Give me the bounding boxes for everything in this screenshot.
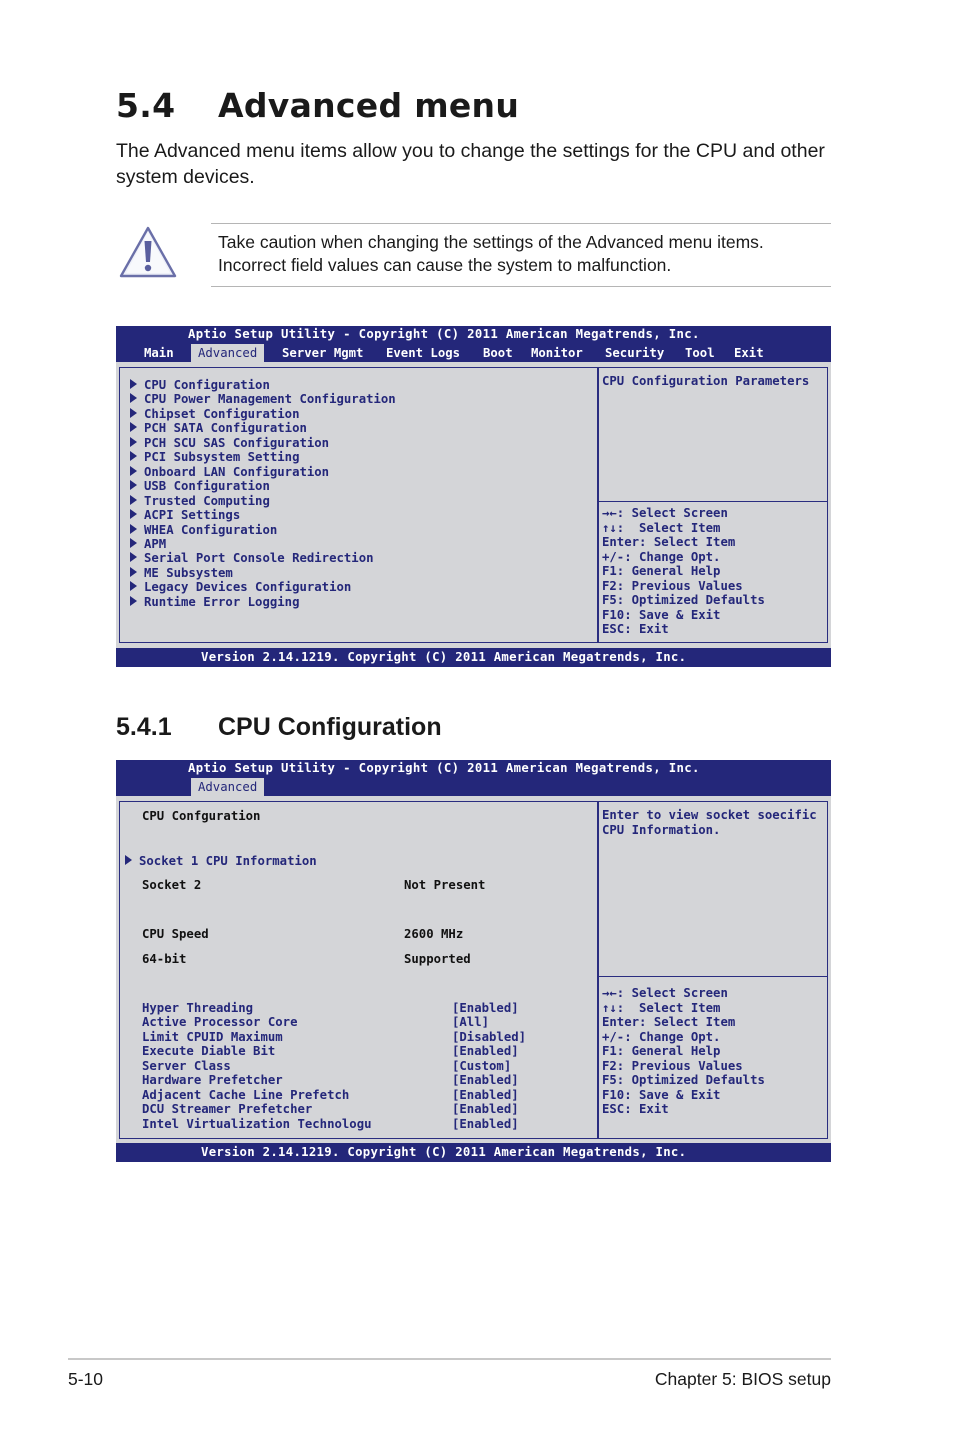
setting-label[interactable]: Limit CPUID Maximum <box>142 1029 283 1044</box>
key-hint: →←: Select Screen <box>602 986 728 1000</box>
menu-item-label: Serial Port Console Redirection <box>144 551 374 566</box>
bios-title: Aptio Setup Utility - Copyright (C) 2011 American Megatrends, Inc. <box>188 761 700 775</box>
help-text: CPU Configuration Parameters <box>602 374 810 388</box>
menu-item-label: CPU Configuration <box>144 378 270 392</box>
info-label: 64-bit <box>142 952 187 966</box>
menu-item-label: ACPI Settings <box>144 508 241 523</box>
bios-menu-bar <box>116 778 831 796</box>
menu-item[interactable] <box>130 392 396 406</box>
menu-item-label: WHEA Configuration <box>144 522 278 537</box>
section-number: 5.4 <box>116 86 176 125</box>
key-hint: →←: Select Screen <box>602 506 728 520</box>
menu-tab-monitor[interactable]: Monitor <box>531 346 583 360</box>
section-intro: The Advanced menu items allow you to change the settings for the CPU and other system devices. <box>116 140 825 188</box>
bios-title-bar <box>116 760 831 796</box>
setting-label[interactable]: Server Class <box>142 1058 231 1073</box>
submenu-arrow-icon <box>130 408 137 418</box>
menu-item[interactable] <box>130 450 299 464</box>
menu-item-label: ME Subsystem <box>144 565 233 580</box>
setting-label[interactable]: Hardware Prefetcher <box>142 1073 283 1088</box>
subsection-heading <box>116 713 442 742</box>
key-hint: +/-: Change Opt. <box>602 549 721 564</box>
tab-advanced[interactable]: Advanced <box>191 778 264 796</box>
setting-value[interactable]: [Enabled] <box>452 1087 519 1102</box>
bios-title-bar <box>116 326 831 362</box>
menu-item[interactable] <box>130 421 307 435</box>
key-hint: F10: Save & Exit <box>602 607 721 622</box>
caution-text: Take caution when changing the settings of the Advanced menu items. Incorrect field values can cause the system to malfunction. <box>218 232 764 275</box>
info-label: Socket 2 <box>142 878 202 892</box>
bios-footer-bar <box>116 648 831 667</box>
section-title: Advanced menu <box>218 86 520 125</box>
key-hint: ↑↓: Select Item <box>602 520 721 535</box>
key-hint: F5: Optimized Defaults <box>602 593 765 607</box>
subsection-title: CPU Configuration <box>218 713 442 741</box>
bios-title: Aptio Setup Utility - Copyright (C) 2011 American Megatrends, Inc. <box>188 327 700 341</box>
subsection-number: 5.4.1 <box>116 713 172 741</box>
info-value: Supported <box>404 952 471 966</box>
bios-version: Version 2.14.1219. Copyright (C) 2011 American Megatrends, Inc. <box>201 650 687 664</box>
menu-tab-advanced[interactable]: Advanced <box>191 344 264 362</box>
submenu-arrow-icon <box>130 509 137 519</box>
menu-item-label: USB Configuration <box>144 479 270 494</box>
key-hint: F2: Previous Values <box>602 578 743 593</box>
help-panel <box>597 801 828 1139</box>
bios-footer-bar <box>116 1143 831 1162</box>
setting-value[interactable]: [All] <box>452 1015 490 1030</box>
submenu-arrow-icon <box>130 379 137 389</box>
submenu-arrow-icon <box>130 422 137 432</box>
menu-item[interactable] <box>130 378 270 392</box>
setting-label[interactable]: Execute Diable Bit <box>142 1044 276 1059</box>
submenu-arrow-icon <box>130 581 137 591</box>
key-hint: ↑↓: Select Item <box>602 1000 721 1015</box>
key-hint: ESC: Exit <box>602 1102 669 1116</box>
help-divider <box>598 501 827 502</box>
help-text: Enter to view socket soecific CPU Information. <box>602 808 825 837</box>
info-value: Not Present <box>404 878 486 892</box>
key-hint: ESC: Exit <box>602 622 669 636</box>
menu-item-label: Onboard LAN Configuration <box>144 464 330 479</box>
setting-value[interactable]: [Enabled] <box>452 1044 519 1059</box>
warning-triangle-icon <box>118 224 178 280</box>
menu-item[interactable] <box>130 436 329 450</box>
setting-value[interactable]: [Custom] <box>452 1058 512 1073</box>
footer-rule <box>68 1358 831 1360</box>
menu-item[interactable] <box>130 566 233 580</box>
setting-label[interactable]: Intel Virtualization Technologu <box>142 1116 372 1131</box>
info-label: CPU Speed <box>142 927 209 941</box>
submenu-arrow-icon <box>130 524 137 534</box>
menu-tab-server-mgmt[interactable]: Server Mgmt <box>282 346 364 360</box>
setting-value[interactable]: [Enabled] <box>452 1073 519 1088</box>
submenu-arrow-icon <box>125 855 132 865</box>
bios-version: Version 2.14.1219. Copyright (C) 2011 American Megatrends, Inc. <box>201 1145 687 1159</box>
menu-item-label: APM <box>144 536 167 551</box>
menu-item[interactable] <box>130 523 277 537</box>
menu-item-label: CPU Power Management Configuration <box>144 392 396 407</box>
info-value: 2600 MHz <box>404 927 464 941</box>
submenu-arrow-icon <box>130 466 137 476</box>
setting-value[interactable]: [Enabled] <box>452 1102 519 1117</box>
bios-cpu-config-screen <box>116 760 831 1162</box>
menu-item-label: Trusted Computing <box>144 493 270 508</box>
menu-item[interactable] <box>130 580 351 594</box>
menu-item[interactable] <box>130 595 299 609</box>
menu-item-panel <box>119 367 599 643</box>
help-panel <box>597 367 828 643</box>
menu-item[interactable] <box>130 537 166 551</box>
menu-tab-security[interactable]: Security <box>605 346 665 360</box>
cpu-config-heading: CPU Confguration <box>142 809 261 823</box>
menu-item-label: Runtime Error Logging <box>144 594 300 609</box>
key-hint: F5: Optimized Defaults <box>602 1073 765 1087</box>
submenu-arrow-icon <box>130 596 137 606</box>
submenu-arrow-icon <box>130 393 137 403</box>
submenu-arrow-icon <box>130 495 137 505</box>
menu-tab-boot[interactable]: Boot <box>483 346 513 360</box>
setting-label[interactable]: DCU Streamer Prefetcher <box>142 1102 313 1117</box>
menu-item[interactable] <box>130 494 270 508</box>
submenu-arrow-icon <box>130 538 137 548</box>
setting-label[interactable]: Hyper Threading <box>142 1001 254 1015</box>
submenu-arrow-icon <box>130 567 137 577</box>
submenu-arrow-icon <box>130 552 137 562</box>
menu-item-label: PCH SCU SAS Configuration <box>144 435 330 450</box>
menu-tab-event-logs[interactable]: Event Logs <box>386 346 461 360</box>
key-hint: F2: Previous Values <box>602 1058 743 1073</box>
setting-value[interactable]: [Enabled] <box>452 1001 519 1015</box>
menu-item[interactable] <box>130 551 374 565</box>
menu-item[interactable] <box>130 508 240 522</box>
bios-advanced-screen <box>116 326 831 667</box>
bios-menu-bar <box>116 344 831 362</box>
key-legend <box>602 506 765 637</box>
menu-tab-exit[interactable]: Exit <box>734 346 764 360</box>
menu-item-label: Chipset Configuration <box>144 406 300 421</box>
setting-value[interactable]: [Disabled] <box>452 1029 527 1044</box>
setting-value[interactable]: [Enabled] <box>452 1116 519 1131</box>
menu-item-label: Legacy Devices Configuration <box>144 580 352 595</box>
setting-label[interactable]: Active Processor Core <box>142 1015 298 1030</box>
socket1-cpu-info-item[interactable] <box>125 854 317 868</box>
menu-item-label: PCI Subsystem Setting <box>144 450 300 465</box>
key-hint: F1: General Help <box>602 1044 721 1058</box>
menu-tab-tool[interactable]: Tool <box>685 346 715 360</box>
menu-item-label: PCH SATA Configuration <box>144 421 307 436</box>
cpu-config-panel <box>119 801 599 1139</box>
page-number: 5-10 <box>68 1369 104 1389</box>
menu-item[interactable] <box>130 479 270 493</box>
key-hint: F1: General Help <box>602 564 721 578</box>
key-hint: Enter: Select Item <box>602 535 736 549</box>
submenu-arrow-icon <box>130 437 137 447</box>
socket1-label: Socket 1 CPU Information <box>139 854 317 868</box>
submenu-arrow-icon <box>130 451 137 461</box>
setting-label[interactable]: Adjacent Cache Line Prefetch <box>142 1087 350 1102</box>
key-hint: F10: Save & Exit <box>602 1087 721 1102</box>
menu-tab-main[interactable]: Main <box>144 346 174 360</box>
key-legend <box>602 986 765 1117</box>
chapter-label: Chapter 5: BIOS setup <box>654 1369 831 1389</box>
key-hint: Enter: Select Item <box>602 1015 736 1029</box>
menu-item[interactable] <box>130 465 329 479</box>
help-divider <box>598 976 827 977</box>
key-hint: +/-: Change Opt. <box>602 1029 721 1044</box>
menu-item[interactable] <box>130 407 299 421</box>
section-heading <box>116 86 519 125</box>
submenu-arrow-icon <box>130 480 137 490</box>
